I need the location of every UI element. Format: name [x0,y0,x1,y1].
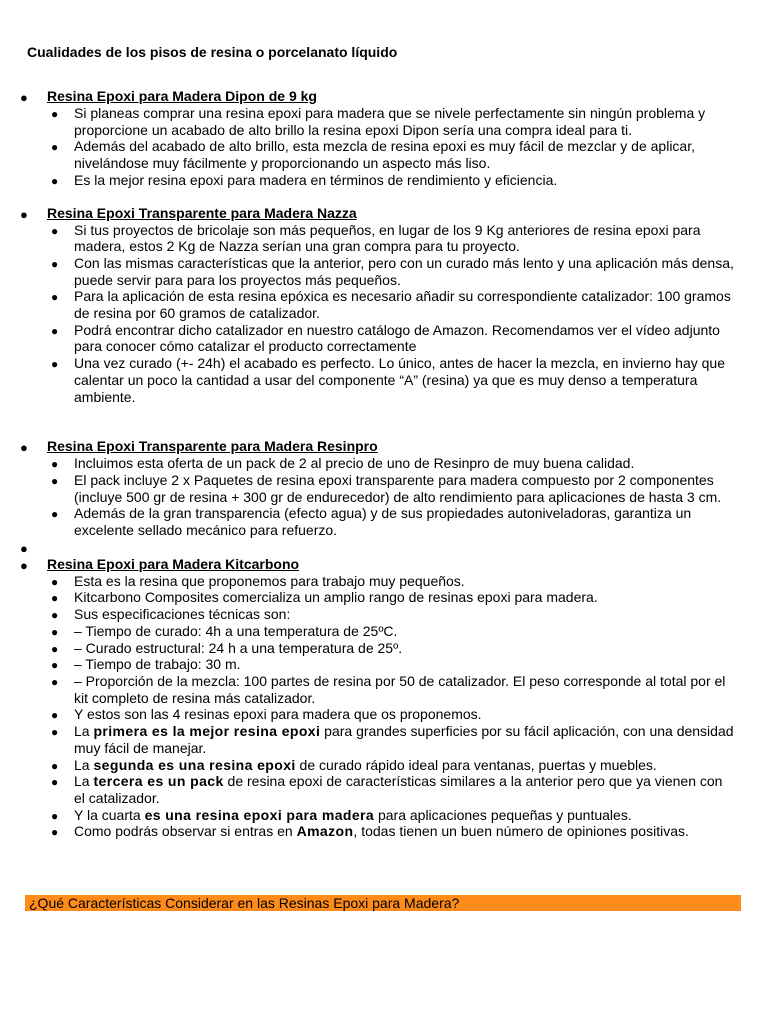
list-item [0,222,736,255]
text-run: , todas tienen un buen número de opiniones positivas. [353,823,689,840]
list-item [0,773,736,806]
list-item [0,573,736,590]
bullet-icon: ● [20,90,28,105]
list-item [0,138,736,171]
list-item-text: Y estos son las 4 resinas epoxi para madera que os proponemos. [74,706,482,723]
bullet-list [0,573,768,840]
bullet-icon: ● [51,507,59,522]
bullet-icon: ● [51,591,59,606]
section-heading-text: Resina Epoxi Transparente para Madera Resinpro [47,438,378,455]
list-item-text: – Tiempo de curado: 4h a una temperatura de 25ºC. [74,622,398,639]
section-nazza [0,205,768,406]
text-run: La [74,723,94,740]
bullet-icon: ● [51,173,59,188]
text-run: para aplicaciones pequeñas y puntuales. [374,806,632,823]
section-resinpro [0,438,768,539]
list-item [0,606,736,623]
bullet-list [0,455,768,539]
list-item-text: Una vez curado (+- 24h) el acabado es perfecto. Lo único, antes de hacer la mezcla, en invierno hay que calentar un poco la cantidad a usar del componente “A” (resina) ya que es muy denso a temperatura ambiente. [74,355,726,405]
bullet-icon: ● [51,608,59,623]
list-item-text: El pack incluye 2 x Paquetes de resina epoxi transparente para madera compuesto por 2 componentes (incluye 500 gr de resina + 300 gr de endurecedor) de alto rendimiento para aplicaciones de hasta 3 cm. [74,471,722,505]
section-heading [0,88,768,105]
list-item [0,455,736,472]
bullet-icon: ● [51,473,59,488]
list-item [0,355,736,405]
list-item [0,807,736,824]
list-item [0,322,736,355]
bullet-icon: ● [51,641,59,656]
document-title: Cualidades de los pisos de resina o porcelanato líquido [27,44,398,60]
bold-text: es una resina epoxi para madera [144,806,375,823]
list-item [0,723,736,756]
list-item-text: Si tus proyectos de bricolaje son más pequeños, en lugar de los 9 Kg anteriores de resina epoxi para madera, estos 2 Kg de Nazza serían una gran compra para tu proyecto. [74,221,701,255]
bullet-icon: ● [51,323,59,338]
section-heading-text: Resina Epoxi para Madera Kitcarbono [47,555,300,572]
bullet-icon: ● [51,674,59,689]
bullet-icon: ● [51,725,59,740]
bullet-list [0,105,768,189]
bullet-icon: ● [51,775,59,790]
document-body [0,88,768,840]
list-item [0,823,736,840]
list-item-text: Esta es la resina que proponemos para trabajo muy pequeños. [74,572,465,589]
bullet-icon: ● [51,574,59,589]
text-run: de resina epoxi de características similares a la anterior pero que ya vienen con el catalizador. [74,773,723,806]
bullet-icon: ● [20,557,28,573]
bold-text: tercera es un pack [93,773,224,790]
bullet-icon: ● [51,140,59,155]
bullet-icon: ● [20,206,28,222]
list-item-text: Además de la gran transparencia (efecto agua) y de sus propiedades autoniveladoras, garantiza un excelente sellado mecánico para refuerzo. [74,505,692,539]
list-item-text: Podrá encontrar dicho catalizador en nuestro catálogo de Amazon. Recomendamos ver el vídeo adjunto para conocer cómo catalizar el producto correctamente [74,321,720,355]
text-run: de curado rápido ideal para ventanas, puertas y muebles. [295,756,657,773]
list-item-text: – Curado estructural: 24 h a una temperatura de 25º. [74,639,403,656]
empty-list-item [0,539,768,556]
bullet-icon: ● [51,624,59,639]
section-heading-text: Resina Epoxi para Madera Dipon de 9 kg [47,88,317,104]
bullet-icon: ● [51,357,59,372]
list-item [0,472,736,505]
section-heading [0,438,768,455]
section-dipon [0,88,768,189]
text-run: para grandes superficies por su fácil aplicación, con una densidad muy fácil de manejar. [74,723,734,756]
list-item [0,640,736,657]
list-item-text: Incluimos esta oferta de un pack de 2 al precio de uno de Resinpro de muy buena calidad. [74,455,635,472]
bullet-icon: ● [51,223,59,238]
text-run: Como podrás observar si entras en [74,823,297,840]
bullet-icon: ● [51,708,59,723]
bullet-icon: ● [20,440,28,456]
text-run: Y la cuarta [74,806,145,823]
list-item-text: Sus especificaciones técnicas son: [74,606,291,623]
bullet-icon: ● [51,256,59,271]
list-item-text: Además del acabado de alto brillo, esta mezcla de resina epoxi es muy fácil de mezclar y de aplicar, nivelándose muy fácilmente y proporcionando un aspecto más liso. [74,138,695,172]
bold-text: segunda es una resina epoxi [93,756,296,773]
list-item [0,673,736,706]
bullet-icon: ● [20,540,28,556]
bullet-icon: ● [51,825,59,840]
list-item-text: – Proporción de la mezcla: 100 partes de resina por 50 de catalizador. El peso corresponde al total por el kit completo de resina más catalizador. [74,672,726,706]
list-item [0,706,736,723]
bullet-icon: ● [51,758,59,773]
list-item-text: Kitcarbono Composites comercializa un amplio rango de resinas epoxi para madera. [74,589,598,606]
list-item-text: Para la aplicación de esta resina epóxica es necesario añadir su correspondiente catalizador: 100 gramos de resina por 60 gramos de catalizador. [74,288,731,322]
bullet-list [0,222,768,406]
bold-text: primera es la mejor resina epoxi [93,723,321,740]
bullet-icon: ● [51,107,59,121]
list-item-text: – Tiempo de trabajo: 30 m. [74,656,241,673]
list-item [0,757,736,774]
list-item [0,172,736,189]
section-heading [0,205,768,222]
bullet-icon: ● [51,808,59,823]
list-item [0,589,736,606]
bullet-icon: ● [51,290,59,305]
highlighted-heading: ¿Qué Características Considerar en las Resinas Epoxi para Madera? [25,895,741,911]
section-kitcarbono [0,556,768,840]
list-item-text: Si planeas comprar una resina epoxi para madera que se nivele perfectamente sin ningún problema y proporcione un acabado de alto brillo la resina epoxi Dipon sería una compra ideal para ti. [74,105,706,138]
list-item-text: Con las mismas características que la anterior, pero con un curado más lento y una aplicación más densa, puede servir para para los proyectos más pequeños. [74,254,734,288]
text-run: La [74,756,94,773]
section-heading [0,556,768,573]
list-item [0,255,736,288]
bold-text: Amazon [296,823,354,840]
list-item [0,288,736,321]
section-heading-text: Resina Epoxi Transparente para Madera Nazza [47,204,357,221]
list-item [0,505,736,538]
list-item [0,623,736,640]
bullet-icon: ● [51,457,59,472]
bullet-icon: ● [51,658,59,673]
list-item-text: Es la mejor resina epoxi para madera en términos de rendimiento y eficiencia. [74,171,558,188]
list-item [0,656,736,673]
text-run: La [74,773,94,790]
list-item [0,105,736,138]
